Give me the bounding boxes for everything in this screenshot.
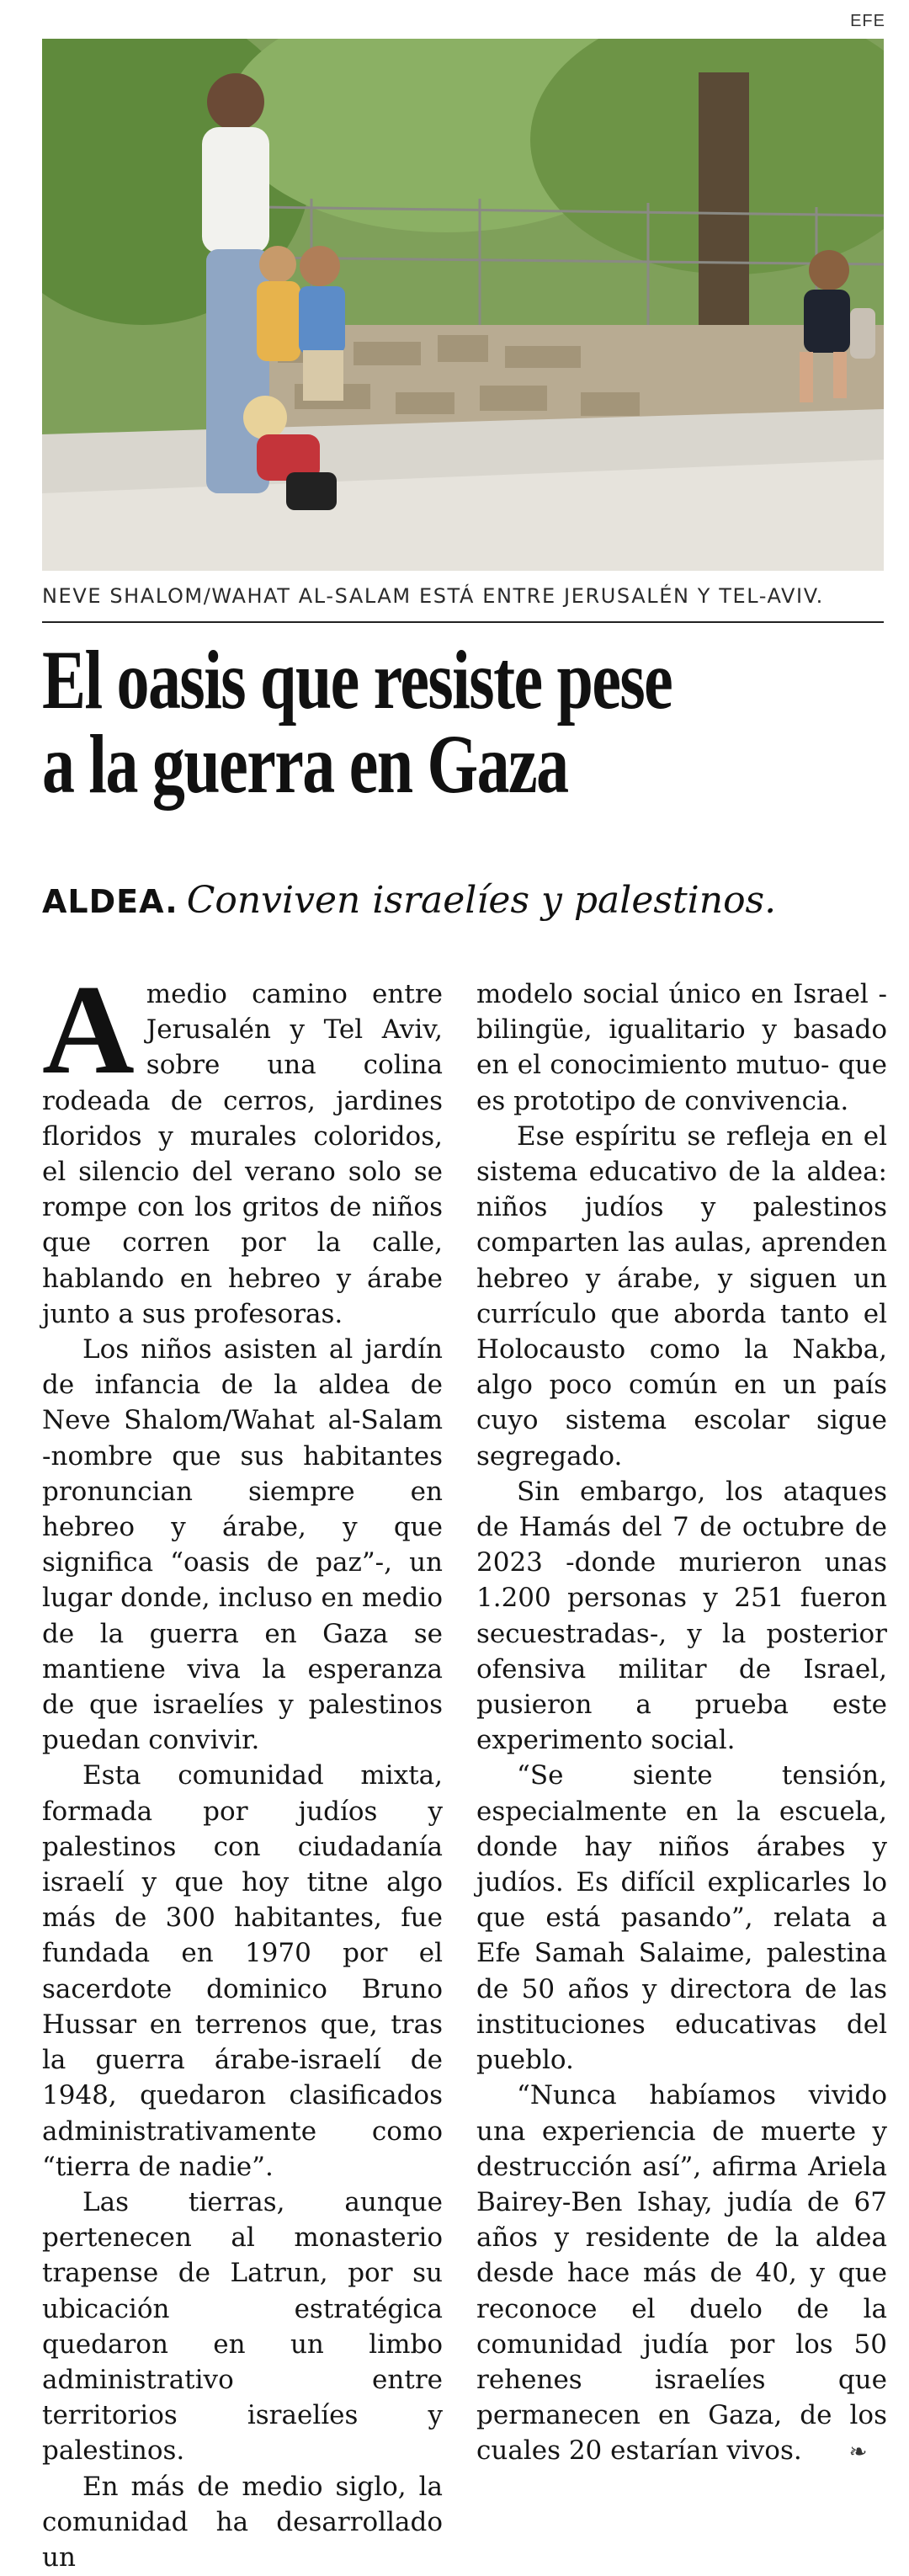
paragraph-4: Las tierras, aunque pertenecen al monasterio trapense de Latrun, por su ubicación estratégica quedaron en un limbo administrativo entre territorios israelíes y palestinos. [42,2186,443,2467]
paragraph-9 [476,2078,887,2470]
paragraph-5-continued: modelo social único en Israel -bilingüe, igualitario y basado en el conocimiento mutuo- que es prototipo de convivencia. [476,979,887,1116]
kicker: ALDEA. [42,883,178,920]
paragraph-7: Sin embargo, los ataques de Hamás del 7 de octubre de 2023 -donde murieron unas 1.200 personas y 251 fueron secuestradas-, y la posterior ofensiva militar de Israel, pusieron a prueba este experimento social. [476,1476,887,1756]
paragraph-5: En más de medio siglo, la comunidad ha desarrollado un [42,2471,443,2573]
paragraph-3: Esta comunidad mixta, formada por judíos y palestinos con ciudadanía israelí y que hoy titne algo más de 300 habitantes, fue fundada en 1970 por el sacerdote dominico Bruno Hussar en terrenos que, tras la guerra árabe-israelí de 1948, quedaron clasificados administrativamente como “tierra de nadie”. [42,1760,443,2182]
paragraph-9-text: “Nunca habíamos vivido una experiencia de muerte y destrucción así”, afirma Ariela Bairey-Ben Ishay, judía de 67 años y residente de la aldea desde hace más de 40, y que reconoce el duelo de la comunidad judía por los 50 rehenes israelíes que permanecen en Gaza, de los cuales 20 estarían vivos. [476,2080,887,2467]
end-of-article-icon: ❧ [848,2440,868,2466]
paragraph-2: Los niños asisten al jardín de infancia de la aldea de Neve Shalom/Wahat al-Salam -nombre que sus habitantes pronuncian siempre en hebreo y árabe, y que significa “oasis de paz”-, un lugar donde, incluso en medio de la guerra en Gaza se mantiene viva la esperanza de que israelíes y palestinos puedan convivir. [42,1334,443,1756]
paragraph-8: “Se siente tensión, especialmente en la escuela, donde hay niños árabes y judíos. Es difícil explicarles lo que está pasando”, relata a Efe Samah Salaime, palestina de 50 años y directora de las instituciones educativas del pueblo. [476,1760,887,2076]
headline-line-2: a la guerra en Gaza [42,717,568,811]
drop-cap: A [42,959,135,1100]
article-photo [42,39,884,571]
headline-line-1: El oasis que resiste pese [42,633,672,726]
deck: Conviven israelíes y palestinos. [186,879,777,922]
paragraph-6: Ese espíritu se refleja en el sistema educativo de la aldea: niños judíos y palestinos comparten las aulas, aprenden hebreo y árabe, y siguen un currículo que aborda tanto el Holocausto como la Nakba, algo poco común en un país cuyo sistema escolar sigue segregado. [476,1120,887,1472]
paragraph-1-text: medio camino entre Jerusalén y Tel Aviv, sobre una colina rodeada de cerros, jardines floridos y murales coloridos, el silencio del verano solo se rompe con los gritos de niños que corren por la calle, hablando en hebreo y árabe junto a sus profesoras. [42,979,443,1329]
photo-caption: NEVE SHALOM/WAHAT AL-SALAM ESTÁ ENTRE JERUSALÉN Y TEL-AVIV. [42,584,824,608]
subheadline [42,879,776,922]
headline [42,633,889,811]
caption-divider [42,621,884,623]
paragraph-1 [42,959,443,1332]
photo-illustration [42,39,884,571]
article-column-left [42,959,443,2575]
photo-credit: EFE [850,12,885,30]
article-column-right [476,977,887,2471]
